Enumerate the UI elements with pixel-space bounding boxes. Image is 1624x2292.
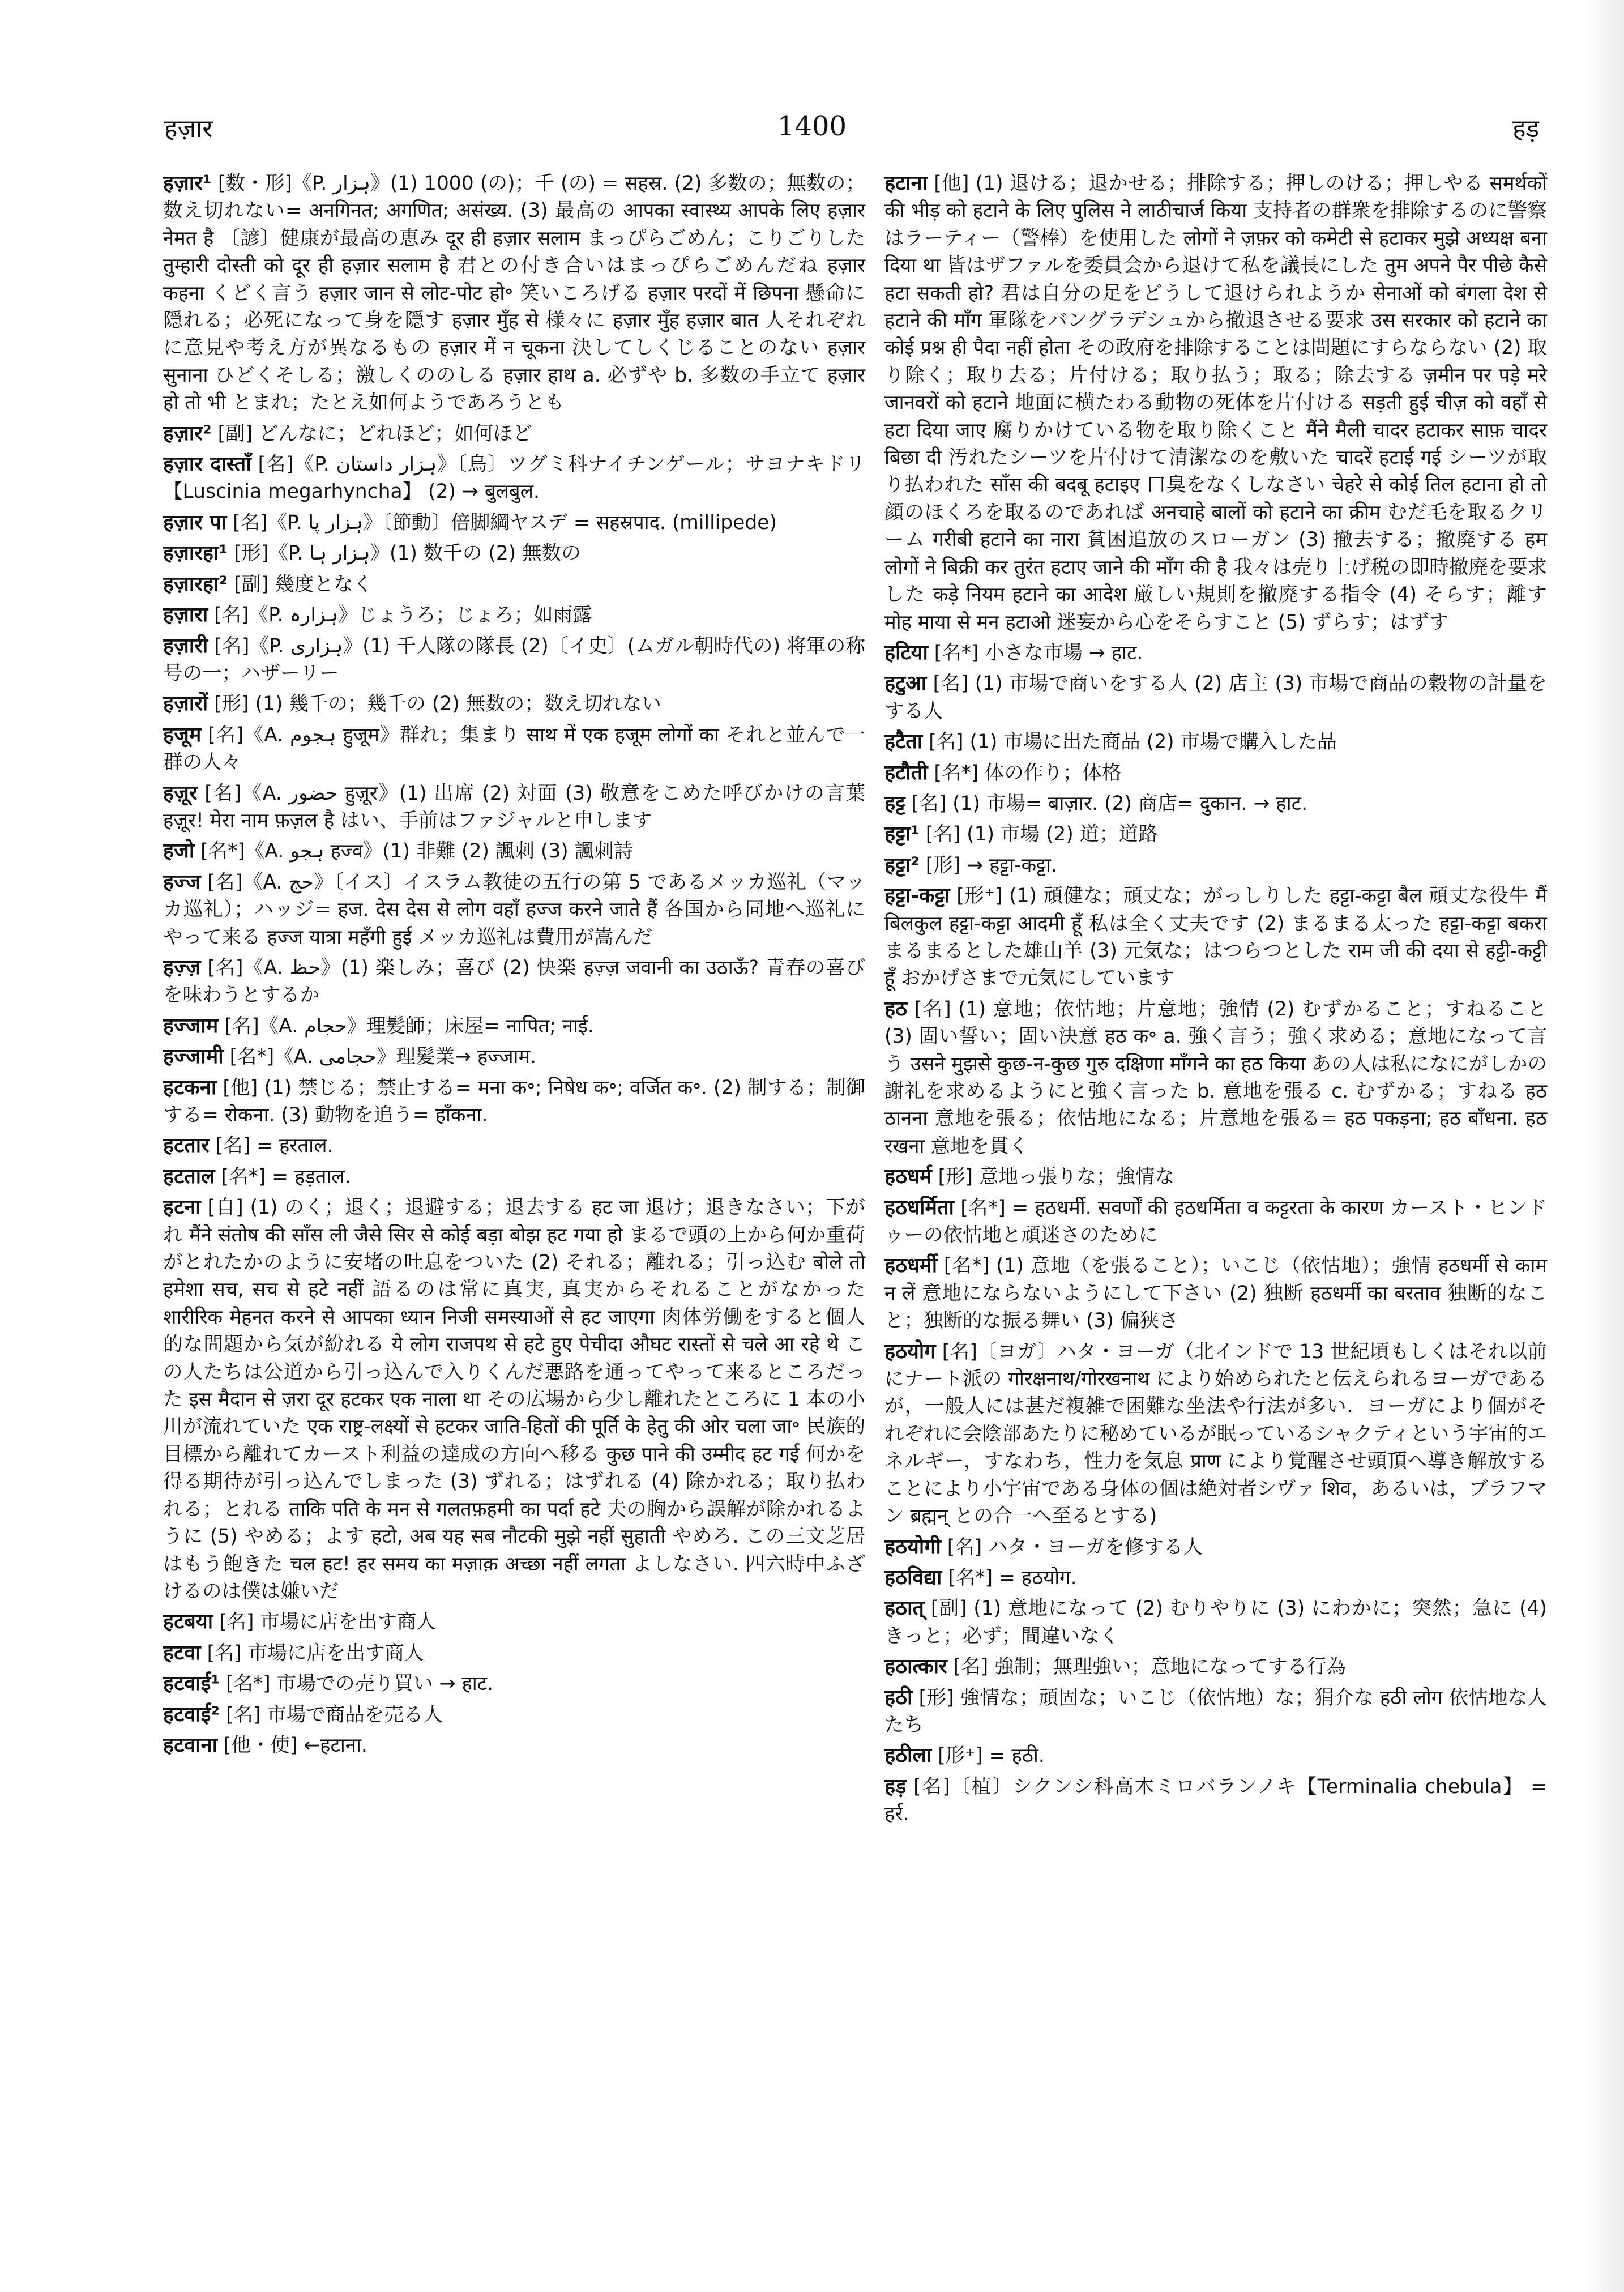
entry-definition: [名] (1) 市場で商いをする人 (2) 店主 (3) 市場で商品の穀物の計量をする人 <box>884 672 1548 723</box>
dictionary-entry <box>884 639 1547 667</box>
entry-headword: हज़्ज़ <box>163 955 201 979</box>
entry-definition: [副] 幾度となく <box>234 573 373 596</box>
entry-headword: हटतार <box>163 1134 210 1158</box>
entry-headword: हटवाई¹ <box>163 1672 220 1696</box>
entry-definition: [形⁺] (1) 頑健な；頑丈な；がっしりした हट्टा-कट्टा बैल 頑丈な役牛 मैं बिलकुल हट्टा-कट्टा आदमी हूँ 私は全く丈夫です (2) まるまる太った हट्टा-कट्टा बकरा まるまるとした雄山羊 (3) 元気な；はつらつとした राम जी की दया से हट्टी-कट्टी हूँ おかげさまで元気にしています <box>884 885 1548 990</box>
entry-definition: [名*] 小さな市場 → हाट. <box>934 641 1143 664</box>
entry-definition: [名]《P. ہزار پا》〔節動〕倍脚綱ヤスデ = सहस्रपाद. (millipede) <box>233 511 777 534</box>
entry-definition: [名] (1) 意地；依怙地；片意地；強情 (2) むずかること；すねること (3) 固い誓い；固い決意 हठ क॰ a. 強く言う；強く求める；意地になって言う उसने मुझसे कुछ-न-कुछ गुरु दक्षिणा माँगने का हठ किया あの人は私になにがしかの謝礼を求めるようにと強く言った b. 意地を張る c. むずかる；すねる हठ ठानना 意地を張る；依怙地になる；片意地を張る= हठ पकड़ना; हठ बाँधना. हठ रखना 意地を貫く <box>884 997 1547 1158</box>
dictionary-entry <box>163 420 865 447</box>
entry-definition: [名*] = हठधर्मी. सवर्णों की हठधर्मिता व कट्टरता के कारण カースト・ヒンドゥーの依怙地と頑迷さのために <box>884 1196 1547 1247</box>
entry-headword: हठयोग <box>884 1339 936 1363</box>
guide-word-right: हड़ <box>1512 114 1539 143</box>
left-column <box>163 170 865 1762</box>
entry-definition: [名]《A. حج》〔イス〕イスラム教徒の五行の第 5 であるメッカ巡礼（マッカ巡礼）；ハッジ= हज. देस देस से लोग वहाँ हज्ज करने जाते हैं 各国から同地へ巡礼にやって来る हज्ज यात्रा महँगी हुई メッカ巡礼は費用が嵩んだ <box>163 870 865 949</box>
entry-definition: [名] (1) 市場= बाज़ार. (2) 商店= दुकान. → हाट. <box>911 792 1308 815</box>
page-edge-shadow <box>1584 0 1624 2292</box>
dictionary-entry <box>163 1132 865 1159</box>
dictionary-entry <box>163 451 865 506</box>
entry-headword: हटुआ <box>884 672 927 695</box>
dictionary-entry <box>884 1653 1547 1680</box>
entry-headword: हठात्कार <box>884 1655 947 1679</box>
dictionary-entry <box>163 170 865 417</box>
entry-definition: [名] 市場で商品を売る人 <box>226 1703 443 1726</box>
entry-headword: हड़ <box>884 1774 907 1798</box>
dictionary-entry <box>884 1194 1547 1249</box>
entry-definition: [名]《A. حظ》(1) 楽しみ；喜び (2) 快楽 हज़्ज़ जवानी का उठाऊँ? 青春の喜びを味わうとするか <box>163 956 865 1007</box>
entry-headword: हटबया <box>163 1610 213 1634</box>
entry-definition: [名]《A. حجام》理髪師；床屋= नापित; नाई. <box>224 1014 594 1038</box>
entry-definition: [名*] 市場での売り買い → हाट. <box>226 1672 494 1696</box>
entry-headword: हटाना <box>884 172 928 195</box>
dictionary-entry <box>163 601 865 629</box>
dictionary-entry <box>163 1640 865 1667</box>
entry-headword: हठात् <box>884 1597 924 1620</box>
entry-headword: हठधर्म <box>884 1165 932 1189</box>
dictionary-entry <box>884 821 1547 848</box>
dictionary-entry <box>884 1338 1547 1530</box>
dictionary-entry <box>163 1670 865 1697</box>
entry-definition: [副] (1) 意地になって (2) むりやりに (3) にわかに；突然；急に (4) きっと；必ず；間違いなく <box>884 1597 1547 1647</box>
entry-definition: [数・形]《P. ہزار》(1) 1000 (の)；千 (の) = सहस्र. (2) 多数の；無数の；数え切れない= अनगिनत; अगणित; असंख्य. (3) 最高の आपका स्वास्थ्य आपके लिए हज़ार नेमत है 〔諺〕健康が最高の恵み दूर ही हज़ार सलाम まっぴらごめん；こりごりした तुम्हारी दोस्ती को दूर ही हज़ार सलाम है 君との付き合いはまっぴらごめんだね हज़ार कहना くどく言う हज़ार जान से लोट-पोट हो॰ 笑いころげる हज़ार परदों में छिपना 懸命に隠れる；必死になって身を隠す हज़ार मुँह से 様々に हज़ार मुँह हज़ार बात 人それぞれに意見や考え方が異なるもの हज़ार में न चूकना 決してしくじることのない हज़ार सुनाना ひどくそしる；激しくののしる हज़ार हाथ a. 必ずや b. 多数の手立て हज़ार हो तो भी とまれ；たとえ如何ようであろうとも <box>163 172 865 415</box>
dictionary-entry <box>884 852 1547 879</box>
entry-definition: [名*]《A. ہجو हज्व》(1) 非難 (2) 諷刺 (3) 諷刺詩 <box>200 840 634 863</box>
entry-headword: हठधर्मी <box>884 1254 938 1278</box>
entry-headword: हटैता <box>884 730 923 754</box>
entry-definition: [名] ハタ・ヨーガを修する人 <box>947 1535 1203 1559</box>
guide-word-left: हज़ार <box>164 114 213 143</box>
dictionary-entry <box>163 1608 865 1636</box>
dictionary-entry <box>884 170 1547 636</box>
dictionary-entry <box>884 996 1547 1160</box>
entry-definition: [名] (1) 市場に出た商品 (2) 市場で購入した品 <box>929 731 1337 754</box>
entry-headword: हज़ारा <box>163 603 208 627</box>
dictionary-entry <box>884 728 1547 756</box>
entry-headword: हज़ार¹ <box>163 172 212 195</box>
entry-headword: हज्जाम <box>163 1014 219 1038</box>
dictionary-entry <box>884 1742 1547 1769</box>
page-number: 1400 <box>777 110 847 142</box>
entry-headword: हज़ार² <box>163 421 212 445</box>
entry-definition: [名]《P. ہزار داستان》〔鳥〕ツグミ科ナイチンゲール；サヨナキドリ【Luscinia megarhyncha】 (2) → बुलबुल. <box>163 453 865 503</box>
dictionary-entry <box>163 1013 865 1040</box>
dictionary-entry <box>884 1684 1547 1739</box>
entry-definition: [名]《A. ہجوم हुजूम》群れ；集まり साथ में एक हजूम लोगों का それと並んで一群の人々 <box>163 723 865 774</box>
entry-definition: [形] (1) 幾千の；幾千の (2) 無数の；数え切れない <box>214 693 661 716</box>
dictionary-entry <box>884 790 1547 817</box>
entry-headword: हजो <box>163 839 195 863</box>
dictionary-entry <box>163 1163 865 1190</box>
entry-headword: हज्ज <box>163 870 201 894</box>
entry-definition: [名]《P. ہزاری》(1) 千人隊の隊長 (2)〔イ史〕(ムガル朝時代の) 将軍の称号の一；ハザーリー <box>163 634 865 685</box>
entry-definition: [名]《A. حضور हुज़ूर》(1) 出席 (2) 対面 (3) 敬意をこめた呼びかけの言葉 हज़ूर! मेरा नाम फ़ज़ल है はい、手前はファジャルと申します <box>163 782 866 832</box>
dictionary-entry <box>163 1074 865 1129</box>
entry-headword: हज़ार दास्ताँ <box>163 453 251 476</box>
entry-headword: हटवाना <box>163 1733 217 1757</box>
entry-headword: हज़ूर <box>163 781 198 805</box>
entry-headword: हठ <box>884 997 908 1021</box>
entry-definition: [自] (1) のく；退く；退避する；退去する हट जा 退け；退きなさい；下がれ मैंने संतोष की साँस ली जैसे सिर से कोई बड़ा बोझ हट गया हो まるで頭の上から何か重荷がとれたかのように安堵の吐息をついた (2) それる；離れる；引っ込む बोले तो हमेशा सच, सच से हटे नहीं 語るのは常に真実, 真実からそれることがなかった शारीरिक मेहनत करने से आपका ध्यान निजी समस्याओं से हट जाएगा 肉体労働をすると個人的な問題から気が紛れる ये लोग राजपथ से हटे हुए पेचीदा औघट रास्तों से चले आ रहे थे この人たちは公道から引っ込んで入りくんだ悪路を通ってやって来るところだった इस मैदान से ज़रा दूर हटकर एक नाला था その広場から少し離れたところに 1 本の小川が流れていた एक राष्ट्र-लक्ष्यों से हटकर जाति-हितों की पूर्ति के हेतु की ओर चला जा॰ 民族的目標から離れてカースト利益の達成の方向へ移る कुछ पाने की उम्मीद हट गई 何かを得る期待が引っ込んでしまった (3) ずれる；はずれる (4) 除かれる；取り払われる；とれる ताकि पति के मन से गलतफ़हमी का पर्दा हटे 夫の胸から誤解が除かれるように (5) やめる；よす हटो, अब यह सब नौटकी मुझे नहीं सुहाती やめろ. この三文芝居はもう飽きた चल हट! हर समय का मज़ाक़ अच्छा नहीं लगता よしなさい. 四六時中ふざけるのは僕は嫌いだ <box>163 1196 865 1603</box>
entry-headword: हट्टा-कट्टा <box>884 884 950 908</box>
entry-headword: हट्टा¹ <box>884 822 920 846</box>
entry-headword: हठयोगी <box>884 1535 941 1559</box>
entry-definition: [名*] 体の作り；体格 <box>934 761 1122 784</box>
entry-headword: हटना <box>163 1196 201 1219</box>
dictionary-entry <box>884 670 1547 725</box>
dictionary-entry <box>163 722 865 776</box>
entry-headword: हज़ारी <box>163 634 208 658</box>
dictionary-entry <box>163 954 865 1009</box>
entry-headword: हज़ारहा² <box>163 572 228 596</box>
entry-headword: हठधर्मिता <box>884 1196 954 1219</box>
entry-definition: [形] 意地っ張りな；強情な <box>938 1166 1175 1189</box>
entry-definition: [名]《P. ہزارہ》じょうろ；じょろ；如雨露 <box>214 604 592 627</box>
dictionary-entry <box>884 1773 1547 1828</box>
entry-headword: हज़ारों <box>163 692 208 716</box>
entry-headword: हठीला <box>884 1744 932 1768</box>
entry-definition: [名*] = हठयोग. <box>948 1566 1077 1589</box>
entry-headword: हटवाई² <box>163 1702 220 1726</box>
dictionary-entry <box>884 1163 1547 1190</box>
entry-definition: [他・使] ←हटाना. <box>223 1734 367 1757</box>
entry-headword: हटकना <box>163 1075 217 1099</box>
dictionary-entry <box>163 633 865 688</box>
entry-headword: हठविद्या <box>884 1565 942 1589</box>
dictionary-entry <box>163 1194 865 1605</box>
dictionary-entry <box>163 780 865 835</box>
entry-definition: [形⁺] = हठी. <box>938 1744 1045 1768</box>
entry-definition: [他] (1) 禁じる；禁止する= मना क॰; निषेध क॰; वर्जित क॰. (2) 制する；制御する= रोकना. (3) 動物を追う= हाँकना. <box>163 1076 866 1126</box>
entry-definition: [名] 市場に店を出す商人 <box>207 1641 424 1664</box>
dictionary-entry <box>884 1595 1547 1650</box>
dictionary-entry <box>884 759 1547 787</box>
entry-definition: [他] (1) 退ける；退かせる；排除する；押しのける；押しやる समर्थकों की भीड़ को हटाने के लिए पुलिस ने लाठीचार्ज किया 支持者の群衆を排除するのに警察はラーティー（警棒）を使用した लोगों ने ज़फ़र को कमेटी से हटाकर मुझे अध्यक्ष बना दिया था 皆はザファルを委員会から退けて私を議長にした तुम अपने पैर पीछे कैसे हटा सकती हो? 君は自分の足をどうして退けられようか सेनाओं को बंगला देश से हटाने की माँग 軍隊をバングラデシュから撤退させる要求 उस सरकार को हटाने का कोई प्रश्न ही पैदा नहीं होता その政府を排除することは問題にすらならない (2) 取り除く；取り去る；片付ける；取り払う；取る；除去する ज़मीन पर पड़े मरे जानवरों को हटाने 地面に横たわる動物の死体を片付ける सड़ती हुई चीज़ को वहाँ से हटा दिया जाए 腐りかけている物を取り除くこと मैंने मैली चादर हटाकर साफ़ चादर बिछा दी 汚れたシーツを片付けて清潔なのを敷いた चादरें हटाई गई シーツが取り払われた साँस की बदबू हटाइए 口臭をなくしなさい चेहरे से कोई तिल हटाना हो तो 顔のほくろを取るのであれば अनचाहे बालों को हटाने का क्रीम むだ毛を取るクリーム गरीबी हटाने का नारा 貧困追放のスローガン (3) 撤去する；撤廃する हम लोगों ने बिक्री कर तुरंत हटाए जाने की माँग की है 我々は売り上げ税の即時撤廃を要求した कड़े नियम हटाने का आदेश 厳しい規則を撤廃する指令 (4) そらす；離す मोह माया से मन हटाओ 迷妄から心をそらすこと (5) ずらす；はずす <box>884 172 1547 634</box>
entry-definition: [形]《P. ہزار ہا》(1) 数千の (2) 無数の <box>234 542 581 565</box>
entry-definition: [形] 強情な；頑固な；いこじ（依怙地）な；狷介な हठी लोग 依怙地な人たち <box>884 1686 1547 1736</box>
entry-headword: हटताल <box>163 1164 215 1188</box>
entry-definition: [名*] = हड़ताल. <box>221 1165 351 1188</box>
entry-headword: हजूम <box>163 723 202 746</box>
dictionary-entry <box>884 1252 1547 1334</box>
entry-definition: [名] 市場に店を出す商人 <box>219 1611 436 1634</box>
entry-definition: [名] (1) 市場 (2) 道；道路 <box>925 823 1158 846</box>
entry-definition: [名]〔植〕シクンシ科高木ミロバランノキ【Terminalia chebula】 = हर्र. <box>884 1775 1547 1826</box>
entry-headword: हटौती <box>884 761 928 784</box>
dictionary-entry <box>163 1732 865 1759</box>
entry-headword: हट्ट <box>884 791 905 815</box>
dictionary-entry <box>163 540 865 567</box>
entry-definition: [名*]《A. حجامی》理髪業→ हज्जाम. <box>229 1045 537 1069</box>
dictionary-entry <box>884 882 1547 992</box>
dictionary-entry <box>163 1043 865 1070</box>
entry-headword: हटवा <box>163 1641 201 1664</box>
dictionary-entry <box>163 509 865 536</box>
dictionary-entry <box>884 1564 1547 1591</box>
dictionary-entry <box>163 571 865 598</box>
dictionary-entry <box>163 838 865 865</box>
entry-headword: हज्जामी <box>163 1045 224 1069</box>
dictionary-entry <box>163 869 865 951</box>
entry-headword: हठी <box>884 1685 913 1709</box>
entry-definition: [副] どんなに；どれほど；如何ほど <box>217 422 533 445</box>
entry-headword: हट्टा² <box>884 853 920 877</box>
entry-headword: हज़ार पा <box>163 510 227 534</box>
entry-definition: [名*] (1) 意地（を張ること）；いこじ（依怙地）；強情 हठधर्मी से काम न लें 意地にならないようにして下さい (2) 独断 हठधर्मी का बरताव 独断的なこと；独断的な振る舞い (3) 偏狭さ <box>884 1254 1548 1333</box>
dictionary-entry <box>884 1534 1547 1561</box>
entry-definition: [名]〔ヨガ〕ハタ・ヨーガ（北インドで 13 世紀頃もしくはそれ以前にナート派の गोरक्षनाथ/गोरखनाथ により始められたと伝えられるヨーガであるが，一般人には甚だ複雑で困難な坐法や行法が多い．ヨーガにより個がそれぞれに会陰部あたりに秘めているが眠っているシャクティという宇宙的エネルギー，すなわち，性力を気息 प्राण により覚醒させ頭頂へ導き解放することにより小宇宙である身体の個は絶対者シヴァ शिव，あるいは，ブラフマン ब्रह्मन् との合一へ至るとする) <box>884 1340 1547 1528</box>
entry-definition: [名] 強制；無理強い；意地になってする行為 <box>953 1655 1347 1679</box>
dictionary-entry <box>163 690 865 718</box>
entry-headword: हटिया <box>884 641 928 664</box>
entry-definition: [名] = हरताल. <box>215 1134 334 1158</box>
dictionary-entry <box>163 1701 865 1728</box>
entry-headword: हज़ारहा¹ <box>163 541 228 565</box>
entry-definition: [形] → हट्टा-कट्टा. <box>925 853 1057 877</box>
right-column <box>884 170 1547 1832</box>
